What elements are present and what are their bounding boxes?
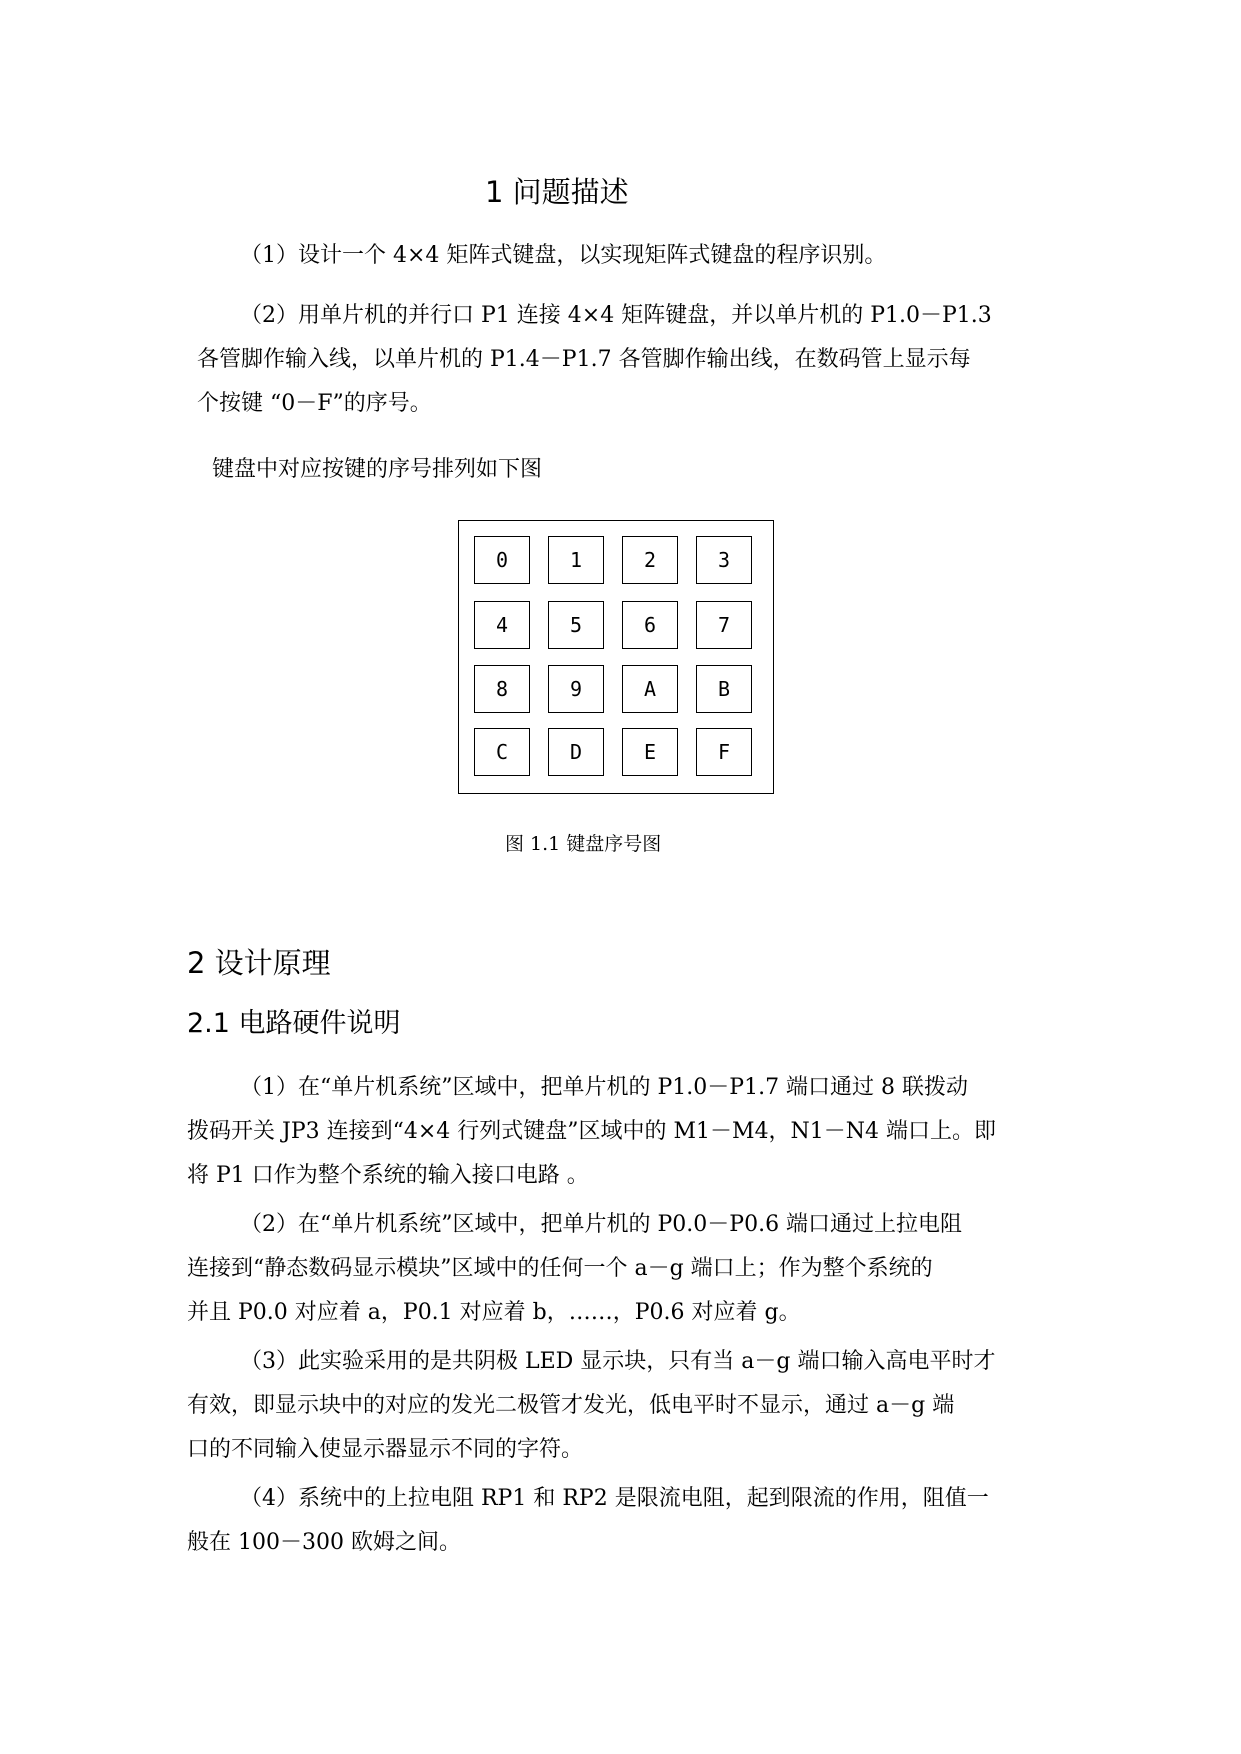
keypad-key: 1 <box>548 536 604 584</box>
keypad-key: 2 <box>622 536 678 584</box>
keypad-key: A <box>622 665 678 713</box>
figure-caption: 图 1.1 键盘序号图 <box>505 833 662 855</box>
keypad-key: B <box>696 665 752 713</box>
section-2-line: （1）在“单片机系统”区域中，把单片机的 P1.0－P1.7 端口通过 8 联拨动 <box>240 1075 969 1100</box>
keypad-key: 4 <box>474 601 530 649</box>
keypad-key: 7 <box>696 601 752 649</box>
keypad-key: 6 <box>622 601 678 649</box>
keypad-key: 3 <box>696 536 752 584</box>
section-1-paragraph-1: （1）设计一个 4×4 矩阵式键盘，以实现矩阵式键盘的程序识别。 <box>240 243 887 268</box>
section-2-line: 连接到“静态数码显示模块”区域中的任何一个 a－g 端口上；作为整个系统的 <box>187 1256 933 1281</box>
keypad-key: 9 <box>548 665 604 713</box>
keypad-key: D <box>548 728 604 776</box>
section-1-paragraph-2-line-2: 各管脚作输入线，以单片机的 P1.4－P1.7 各管脚作输出线，在数码管上显示每 <box>197 347 971 372</box>
section-2-title: 2 设计原理 <box>187 946 331 980</box>
section-1-paragraph-2-line-3: 个按键 “0－F”的序号。 <box>197 391 432 416</box>
keypad-intro-text: 键盘中对应按键的序号排列如下图 <box>212 457 543 482</box>
keypad-key: 5 <box>548 601 604 649</box>
keypad-figure <box>458 520 774 794</box>
section-2-line: （2）在“单片机系统”区域中，把单片机的 P0.0－P0.6 端口通过上拉电阻 <box>240 1212 963 1237</box>
keypad-key: F <box>696 728 752 776</box>
keypad-key: 0 <box>474 536 530 584</box>
section-2-line: 拨码开关 JP3 连接到“4×4 行列式键盘”区域中的 M1－M4，N1－N4 端口上。即 <box>187 1119 997 1144</box>
keypad-key: E <box>622 728 678 776</box>
section-2-line: 有效，即显示块中的对应的发光二极管才发光，低电平时不显示，通过 a－g 端 <box>187 1393 955 1418</box>
section-2-line: 并且 P0.0 对应着 a，P0.1 对应着 b，……，P0.6 对应着 g。 <box>187 1300 801 1325</box>
section-2-line: 口的不同输入使显示器显示不同的字符。 <box>187 1437 584 1462</box>
section-2-line: 般在 100－300 欧姆之间。 <box>187 1530 461 1555</box>
section-2-line: 将 P1 口作为整个系统的输入接口电路 。 <box>187 1163 589 1188</box>
section-2-line: （4）系统中的上拉电阻 RP1 和 RP2 是限流电阻，起到限流的作用，阻值一 <box>240 1486 989 1511</box>
section-2-line: （3）此实验采用的是共阴极 LED 显示块，只有当 a－g 端口输入高电平时才 <box>240 1349 996 1374</box>
section-1-paragraph-2-line-1: （2）用单片机的并行口 P1 连接 4×4 矩阵键盘，并以单片机的 P1.0－P1.3 <box>240 303 992 328</box>
keypad-key: C <box>474 728 530 776</box>
section-1-title: 1 问题描述 <box>485 175 629 209</box>
keypad-key: 8 <box>474 665 530 713</box>
section-2-1-subtitle: 2.1 电路硬件说明 <box>187 1008 401 1039</box>
